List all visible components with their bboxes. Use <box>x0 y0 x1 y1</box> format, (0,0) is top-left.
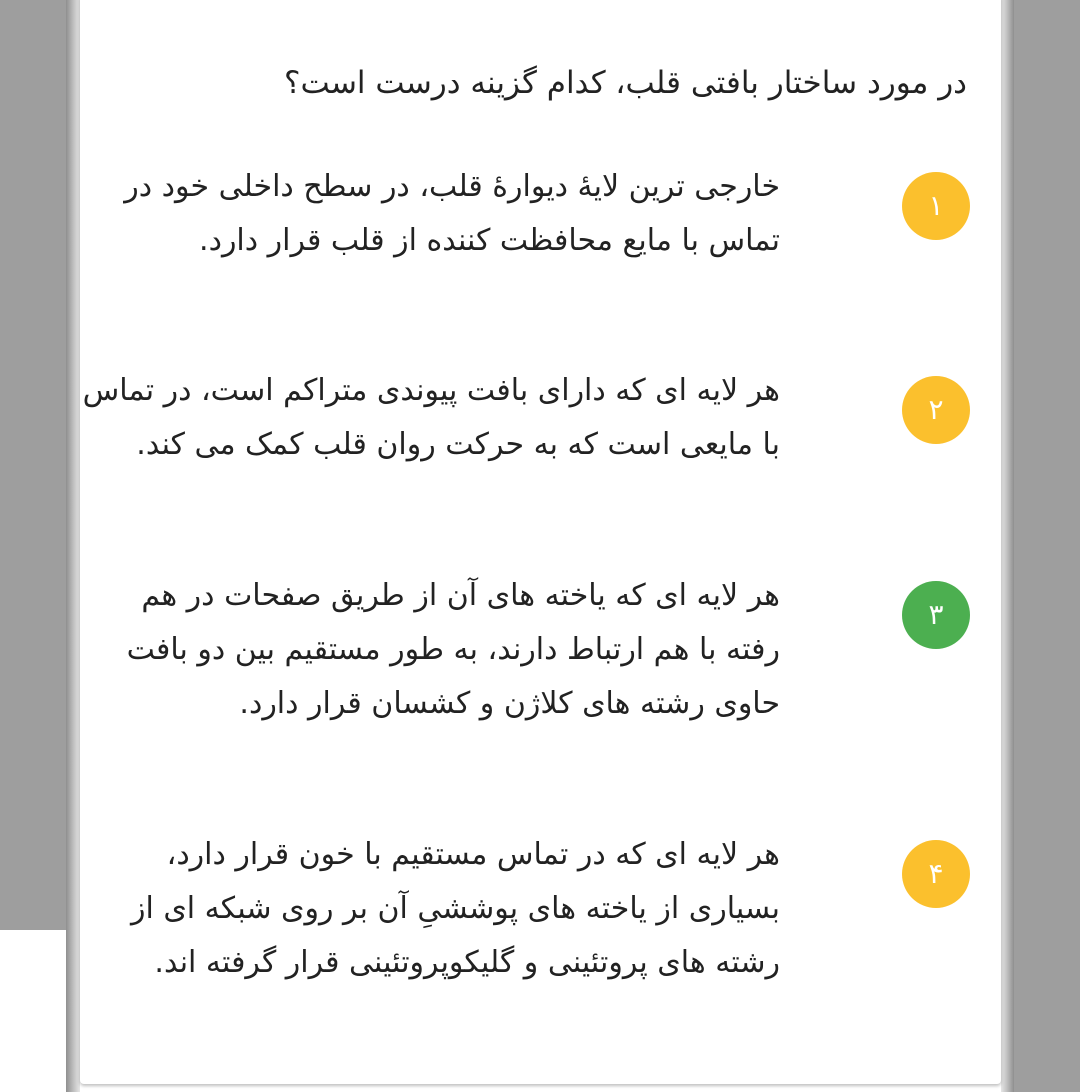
option-1-number-badge[interactable]: ۱ <box>902 172 970 240</box>
card-shadow-right <box>1001 0 1014 1092</box>
option-4-text: هر لایه ای که در تماس مستقیم با خون قرار دارد، بسیاری از یاخته های پوششیِ آن بر روی شبکه ای از رشته های پروتئینی و گلیکوپروتئینی قرار گرفته اند. <box>130 837 780 980</box>
option-1[interactable] <box>110 160 970 360</box>
option-2[interactable] <box>82 364 970 564</box>
question-text: در مورد ساختار بافتی قلب، کدام گزینه درست است؟ <box>284 65 967 101</box>
option-2-text: هر لایه ای که دارای بافت پیوندی متراکم است، در تماس با مایعی است که به حرکت روان قلب کمک می کند. <box>82 373 780 462</box>
option-3[interactable] <box>110 569 970 799</box>
question-card <box>80 0 1001 1084</box>
option-2-number-badge[interactable]: ۲ <box>902 376 970 444</box>
option-3-text: هر لایه ای که یاخته های آن از طریق صفحات در هم رفته با هم ارتباط دارند، به طور مستقیم بین دو بافت حاوی رشته های کلاژن و کشسان قرار دارد. <box>126 578 780 721</box>
card-shadow-left <box>66 0 80 1092</box>
option-4-number-badge[interactable]: ۴ <box>902 840 970 908</box>
option-3-number-badge[interactable]: ۳ <box>902 581 970 649</box>
overlay-background-right <box>1014 0 1080 1092</box>
option-1-text: خارجی ترین لایۀ دیوارۀ قلب، در سطح داخلی خود در تماس با مایع محافظت کننده از قلب قرار دارد. <box>124 169 780 258</box>
option-4[interactable] <box>110 828 970 1058</box>
overlay-background-left <box>0 0 66 930</box>
